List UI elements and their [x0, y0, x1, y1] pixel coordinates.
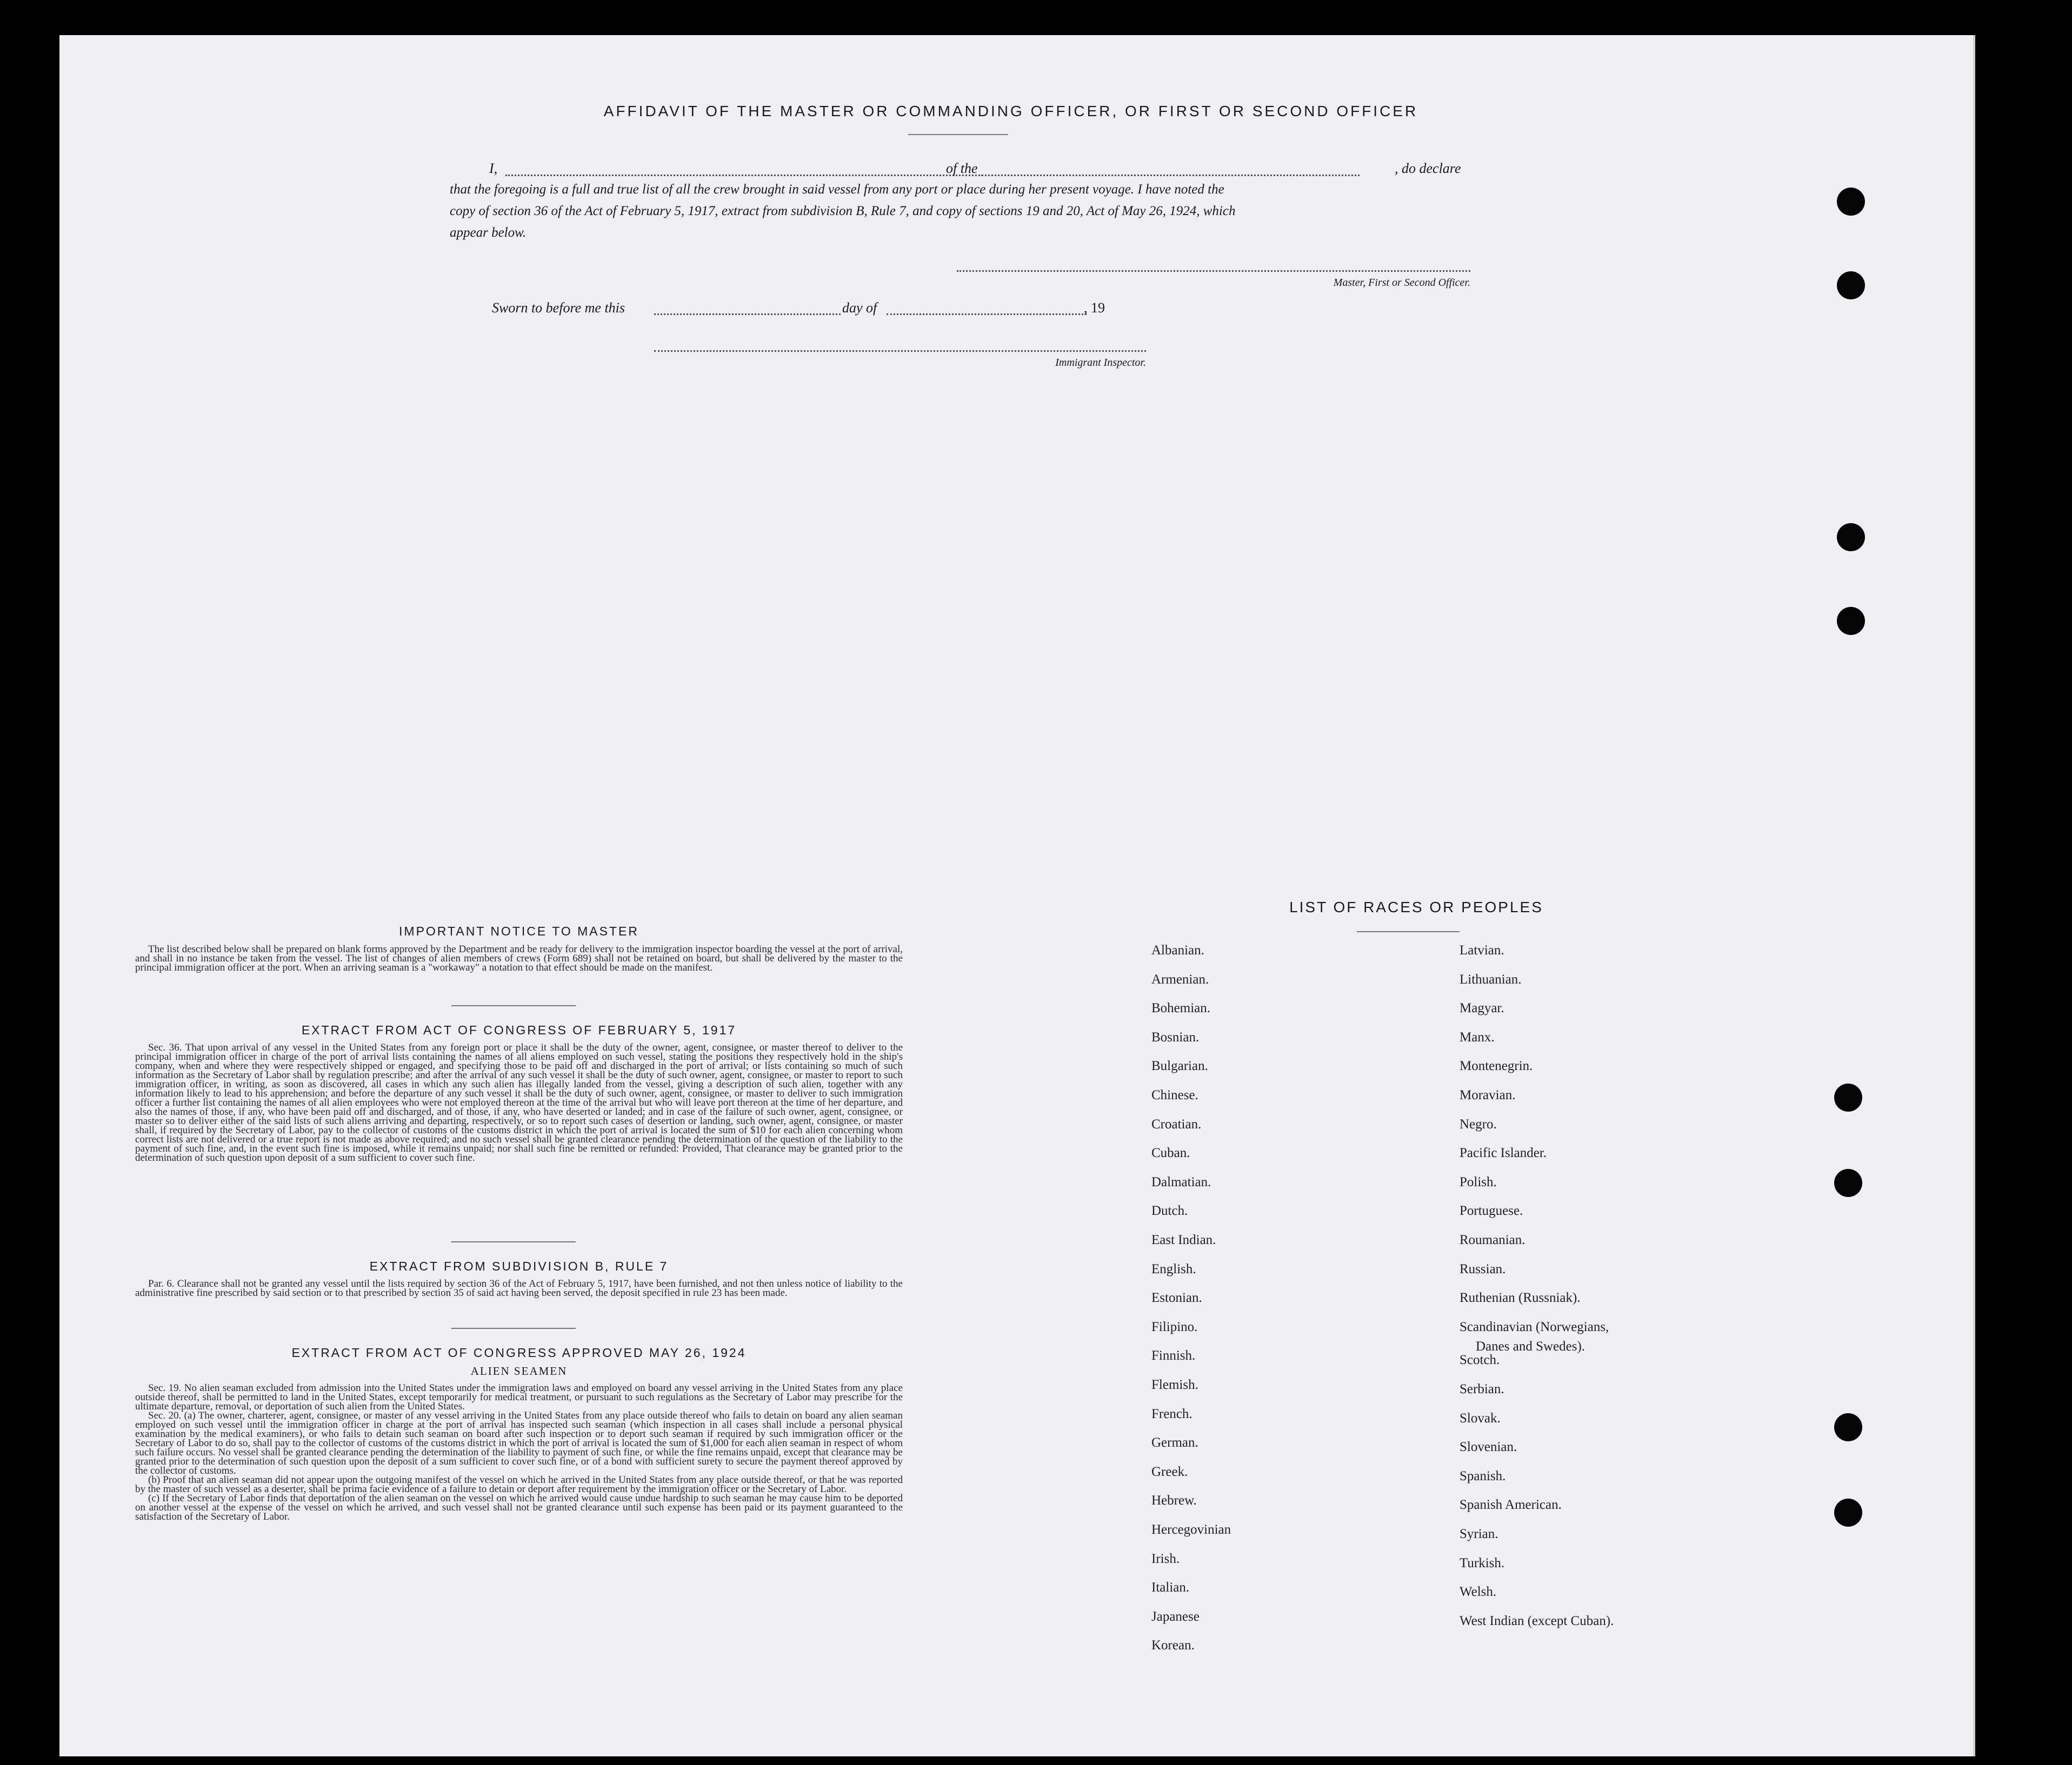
race-item-left: Albanian.	[1151, 943, 1204, 958]
extract-1924-title: EXTRACT FROM ACT OF CONGRESS APPROVED MAY 26, 1924	[291, 1346, 747, 1360]
race-item-right: Manx.	[1460, 1029, 1495, 1045]
punch-hole	[1837, 523, 1865, 551]
race-item-left: Estonian.	[1151, 1291, 1202, 1306]
race-item-left: Bosnian.	[1151, 1029, 1200, 1045]
race-item-right: Serbian.	[1460, 1382, 1504, 1396]
race-item-right: Pacific Islander.	[1460, 1146, 1547, 1161]
race-item-left: Flemish.	[1151, 1378, 1198, 1392]
punch-hole	[1834, 1413, 1862, 1441]
race-item-left: Irish.	[1151, 1551, 1180, 1566]
punch-hole	[1834, 1499, 1862, 1527]
race-item-left: Filipino.	[1151, 1319, 1198, 1334]
document-page	[59, 35, 1973, 1756]
race-item-left: Dalmatian.	[1151, 1174, 1211, 1189]
race-item-right: Syrian.	[1460, 1527, 1498, 1541]
race-item-right: Roumanian.	[1460, 1233, 1525, 1247]
race-item-right: Slovenian.	[1460, 1440, 1517, 1455]
race-item-left: Hercegovinian	[1151, 1522, 1231, 1537]
year-label: , 19	[1084, 300, 1105, 316]
notice-body	[135, 945, 903, 972]
race-item-left: English.	[1151, 1261, 1196, 1276]
rule7-body	[135, 1279, 903, 1298]
race-item-right: Danes and Swedes).	[1476, 1339, 1585, 1354]
race-item-left: Croatian.	[1151, 1117, 1202, 1132]
race-item-left: German.	[1151, 1435, 1198, 1450]
section-19-text: Sec. 19. No alien seaman excluded from admission into the United States under the immigration laws and employed on board any vessel arriving in the United States from any place outside thereof, shall be permitted to land in the United States, except temporarily for medical treatment, or pursuant to such regulations as the Secretary of Labor may prescribe for the ultimate departure, removal, or deportation of such alien from the United States.	[135, 1382, 903, 1412]
race-item-right: Spanish.	[1460, 1468, 1506, 1483]
race-item-left: Armenian.	[1151, 972, 1209, 987]
affidavit-i-label: I,	[489, 161, 498, 176]
section-20a-text: Sec. 20. (a) The owner, charterer, agent, consignee, or master of any vessel arriving in the United States from any place outside thereof who fails to detain on board any alien seaman employed on such vessel until the immigration officer in charge at the port of arrival has inspected such seaman (which inspection in all cases shall include a personal physical examination by the medical examiners), or who fails to detain such seaman on board after such inspection or to deport such seaman if required by such immigration officer or the Secretary of Labor to do so, shall pay to the collector of customs of the customs district in which the port of arrival is located the sum of $1,000 for each alien seaman in respect of whom such failure occurs. No vessel shall be granted clearance pending the determination of the liability to payment of such fine, or while the fine remains unpaid, except that clearance may be granted prior to the determination of such question upon the deposit of a sum sufficient to cover such fine, or of a bond with sufficient surety to secure the payment thereof approved by the collector of customs.	[135, 1410, 903, 1476]
race-item-right: Welsh.	[1460, 1585, 1497, 1600]
section-20b-text: (b) Proof that an alien seaman did not appear upon the outgoing manifest of the vessel on which he arrived in the United States from any place outside thereof, or that he was reported by the master of such vessel as a deserter, shall be prima facie evidence of a failure to detain or deport after requirement by the immigration officer or the Secretary of Labor.	[135, 1474, 903, 1495]
section-36-text: Sec. 36. That upon arrival of any vessel in the United States from any foreign port or place it shall be the duty of the owner, agent, consignee, or master thereof to deliver to the principal immigration officer in charge of the port of arrival lists containing the names of all aliens employed on such vessel, stating the positions they respectively hold in the ship's company, when and where they were respectively shipped or engaged, and specifying those to be paid off and discharged in the port of arrival; or lists containing so much of such information as the Secretary of Labor shall by regulation prescribe; and after the arrival of any such vessel it shall be the duty of such owner, agent, consignee, or master to report to such immigration officer, in writing, as soon as discovered, all cases in which any such alien has illegally landed from the vessel, giving a description of such alien, together with any information likely to lead to his apprehension; and before the departure of any such vessel it shall be the duty of such owner, agent, consignee, or master to deliver to such immigration officer a further list containing the names of all alien employees who were not employed thereon at the time of the arrival but who will leave port thereon at the time of her departure, and also the names of those, if any, who have been paid off and discharged, and of those, if any, who have deserted or landed; and in case of the failure of such owner, agent, consignee, or master so to deliver either of the said lists of such aliens arriving and departing, respectively, or so to report such cases of desertion or landing, such owner, agent, consignee, or master shall, if required by the Secretary of Labor, pay to the collector of customs of the customs district in which the port of arrival is located the sum of $10 for each alien concerning whom correct lists are not delivered or a true report is not made as above required; and no such vessel shall be granted clearance pending the determination of the question of the liability to the payment of such fine, and, in the event such fine is imposed, while it remains unpaid; nor shall such fine be remitted or refunded: Provided, That clearance may be granted prior to the determination of such question upon deposit of a sum sufficient to cover such fine.	[135, 1042, 903, 1164]
race-item-right: Magyar.	[1460, 1001, 1504, 1016]
notice-text: The list described below shall be prepared on blank forms approved by the Department and be ready for delivery to the immigration inspector boarding the vessel at the port of arrival, and shall in no instance be taken from the vessel. The list of changes of alien members of crews (Form 689) shall not be retained on board, but shall be delivered by the master to the principal immigration officer at the port. When an arriving seaman is a "workaway" a notation to that effect should be made on the manifest.	[135, 944, 903, 973]
affidavit-line-3: copy of section 36 of the Act of February 5, 1917, extract from subdivision B, Rule 7, and copy of sections 19 and 20, Act of May 26, 1924, which	[450, 204, 1236, 218]
inspector-signature-line[interactable]	[654, 350, 1146, 352]
punch-hole	[1837, 271, 1865, 299]
race-item-left: Hebrew.	[1151, 1493, 1197, 1508]
race-item-left: Finnish.	[1151, 1348, 1196, 1363]
punch-hole	[1834, 1169, 1862, 1197]
punch-hole	[1837, 188, 1865, 216]
race-item-left: Dutch.	[1151, 1204, 1188, 1219]
name-blank-line[interactable]	[505, 175, 1003, 176]
race-item-right: Lithuanian.	[1460, 972, 1522, 987]
master-signature-label: Master, First or Second Officer.	[1333, 277, 1470, 289]
extract-1924-body	[135, 1383, 903, 1521]
race-item-right: Portuguese.	[1460, 1204, 1523, 1219]
affidavit-line-4: appear below.	[450, 225, 527, 240]
rule7-divider	[451, 1328, 576, 1329]
day-of-label: day of	[842, 300, 877, 316]
alien-seamen-subtitle: ALIEN SEAMEN	[470, 1365, 568, 1378]
affidavit-of-the: of the	[946, 161, 978, 176]
extract-1917-divider	[451, 1241, 576, 1242]
race-item-right: Russian.	[1460, 1261, 1506, 1276]
race-item-right: West Indian (except Cuban).	[1460, 1613, 1614, 1628]
race-item-right: Moravian.	[1460, 1088, 1516, 1102]
race-item-right: Spanish American.	[1460, 1497, 1562, 1513]
race-item-left: East Indian.	[1151, 1233, 1216, 1247]
race-item-right: Negro.	[1460, 1117, 1497, 1132]
race-item-left: French.	[1151, 1406, 1192, 1421]
race-item-left: Japanese	[1151, 1609, 1200, 1624]
race-item-left: Bohemian.	[1151, 1001, 1211, 1016]
affidavit-title: AFFIDAVIT OF THE MASTER OR COMMANDING OFFICER, OR FIRST OR SECOND OFFICER	[603, 103, 1418, 119]
punch-hole	[1834, 1084, 1862, 1112]
notice-divider	[451, 1005, 576, 1006]
extract-1917-body	[135, 1043, 903, 1162]
race-item-right: Montenegrin.	[1460, 1059, 1533, 1074]
race-item-left: Italian.	[1151, 1580, 1190, 1595]
extract-1917-title: EXTRACT FROM ACT OF CONGRESS OF FEBRUARY 5, 1917	[301, 1023, 737, 1037]
sworn-label: Sworn to before me this	[492, 300, 625, 316]
race-item-right: Polish.	[1460, 1174, 1497, 1189]
vessel-blank-line[interactable]	[981, 175, 1360, 176]
race-item-right: Ruthenian (Russniak).	[1460, 1291, 1581, 1306]
race-item-left: Korean.	[1151, 1638, 1195, 1653]
races-divider	[1357, 931, 1460, 932]
affidavit-do-declare: , do declare	[1395, 161, 1461, 176]
race-item-left: Bulgarian.	[1151, 1059, 1208, 1074]
sworn-month-blank[interactable]	[887, 313, 1087, 315]
punch-hole	[1837, 607, 1865, 635]
race-item-left: Cuban.	[1151, 1146, 1190, 1161]
race-item-right: Slovak.	[1460, 1410, 1501, 1426]
title-divider	[908, 134, 1008, 135]
notice-title: IMPORTANT NOTICE TO MASTER	[399, 924, 639, 938]
rule7-title: EXTRACT FROM SUBDIVISION B, RULE 7	[369, 1259, 669, 1273]
sworn-day-blank[interactable]	[654, 313, 841, 315]
race-item-left: Greek.	[1151, 1464, 1188, 1479]
race-item-right: Turkish.	[1460, 1555, 1505, 1570]
race-item-right: Scotch.	[1460, 1353, 1500, 1368]
races-title: LIST OF RACES OR PEOPLES	[1289, 899, 1543, 915]
affidavit-line-2: that the foregoing is a full and true list of all the crew brought in said vessel from any port or place during her present voyage. I have noted the	[450, 182, 1224, 197]
master-signature-line[interactable]	[957, 270, 1470, 272]
inspector-label: Immigrant Inspector.	[1055, 357, 1146, 369]
race-item-right: Scandinavian (Norwegians,	[1460, 1319, 1609, 1334]
race-item-right: Latvian.	[1460, 943, 1504, 958]
section-20c-text: (c) If the Secretary of Labor finds that deportation of the alien seaman on the vessel on which he arrived would cause undue hardship to such seaman he may cause him to be deported on another vessel at the expense of the vessel on which he arrived, and such vessel shall not be granted clearance until such expense has been paid or its payment guaranteed to the satisfaction of the Secretary of Labor.	[135, 1493, 903, 1522]
race-item-left: Chinese.	[1151, 1088, 1198, 1102]
rule7-text: Par. 6. Clearance shall not be granted any vessel until the lists required by section 36 of the Act of February 5, 1917, have been furnished, and not then unless notice of liability to the administrative fine prescribed by said section or to that prescribed by section 35 of said act having been served, the deposit specified in rule 23 has been made.	[135, 1278, 903, 1299]
